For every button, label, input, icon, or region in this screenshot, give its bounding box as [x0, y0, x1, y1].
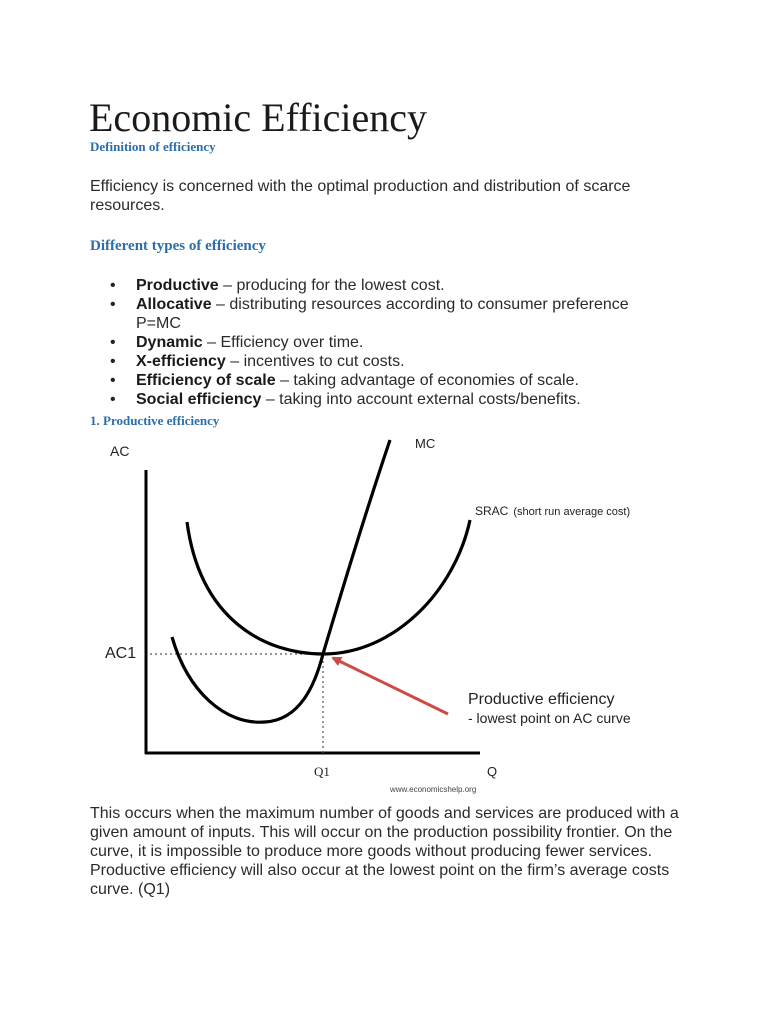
list-item-description: – taking advantage of economies of scale. [275, 372, 579, 389]
x-tick-label: Q1 [314, 764, 330, 779]
srac-curve-label [475, 504, 630, 518]
list-item-description: – producing for the lowest cost. [218, 277, 445, 294]
types-heading: Different types of efficiency [90, 238, 266, 254]
definition-heading: Definition of efficiency [90, 139, 216, 154]
list-item-term: Productive [136, 277, 219, 294]
y-tick-label: AC1 [105, 645, 137, 662]
list-item-description: – incentives to cut costs. [225, 353, 405, 370]
productive-efficiency-paragraph: This occurs when the maximum number of goods and services are produced with a given amount of inputs. This will occur on the production possibility frontier. On the curve, it is impossible to produce more goods without producing fewer services. Productive efficiency will also occur at the lowest point on the firm’s average costs curve. (Q1) [90, 805, 679, 898]
definition-paragraph: Efficiency is concerned with the optimal production and distribution of scarce resources. [90, 178, 631, 214]
annotation-arrow [333, 658, 448, 714]
productive-efficiency-chart [90, 430, 680, 795]
list-item-term: Efficiency of scale [136, 372, 276, 389]
srac-label-note: (short run average cost) [513, 506, 631, 518]
efficiency-types-list [90, 276, 670, 409]
list-item [90, 276, 670, 295]
list-item-term: Allocative [136, 296, 212, 313]
list-item-description: – distributing resources according to consumer preference P=MC [136, 296, 629, 332]
annotation-title: Productive efficiency [468, 691, 615, 708]
productive-efficiency-heading: 1. Productive efficiency [90, 413, 220, 428]
list-item-description: – Efficiency over time. [202, 334, 364, 351]
srac-label-name: SRAC [475, 504, 509, 518]
annotation-subtitle: - lowest point on AC curve [468, 710, 631, 726]
list-item-description: – taking into account external costs/benefits. [261, 391, 581, 408]
list-item [90, 333, 670, 352]
chart-source: www.economicshelp.org [390, 785, 477, 794]
list-item-term: X-efficiency [136, 353, 226, 370]
list-item [90, 352, 670, 371]
list-item-term: Social efficiency [136, 391, 262, 408]
page-title: Economic Efficiency [89, 95, 428, 140]
x-axis-label: Q [487, 764, 498, 779]
list-item [90, 295, 670, 333]
mc-curve-label: MC [415, 436, 436, 451]
list-item [90, 390, 670, 409]
y-axis-label: AC [110, 443, 130, 459]
list-item-term: Dynamic [136, 334, 203, 351]
list-item [90, 371, 670, 390]
